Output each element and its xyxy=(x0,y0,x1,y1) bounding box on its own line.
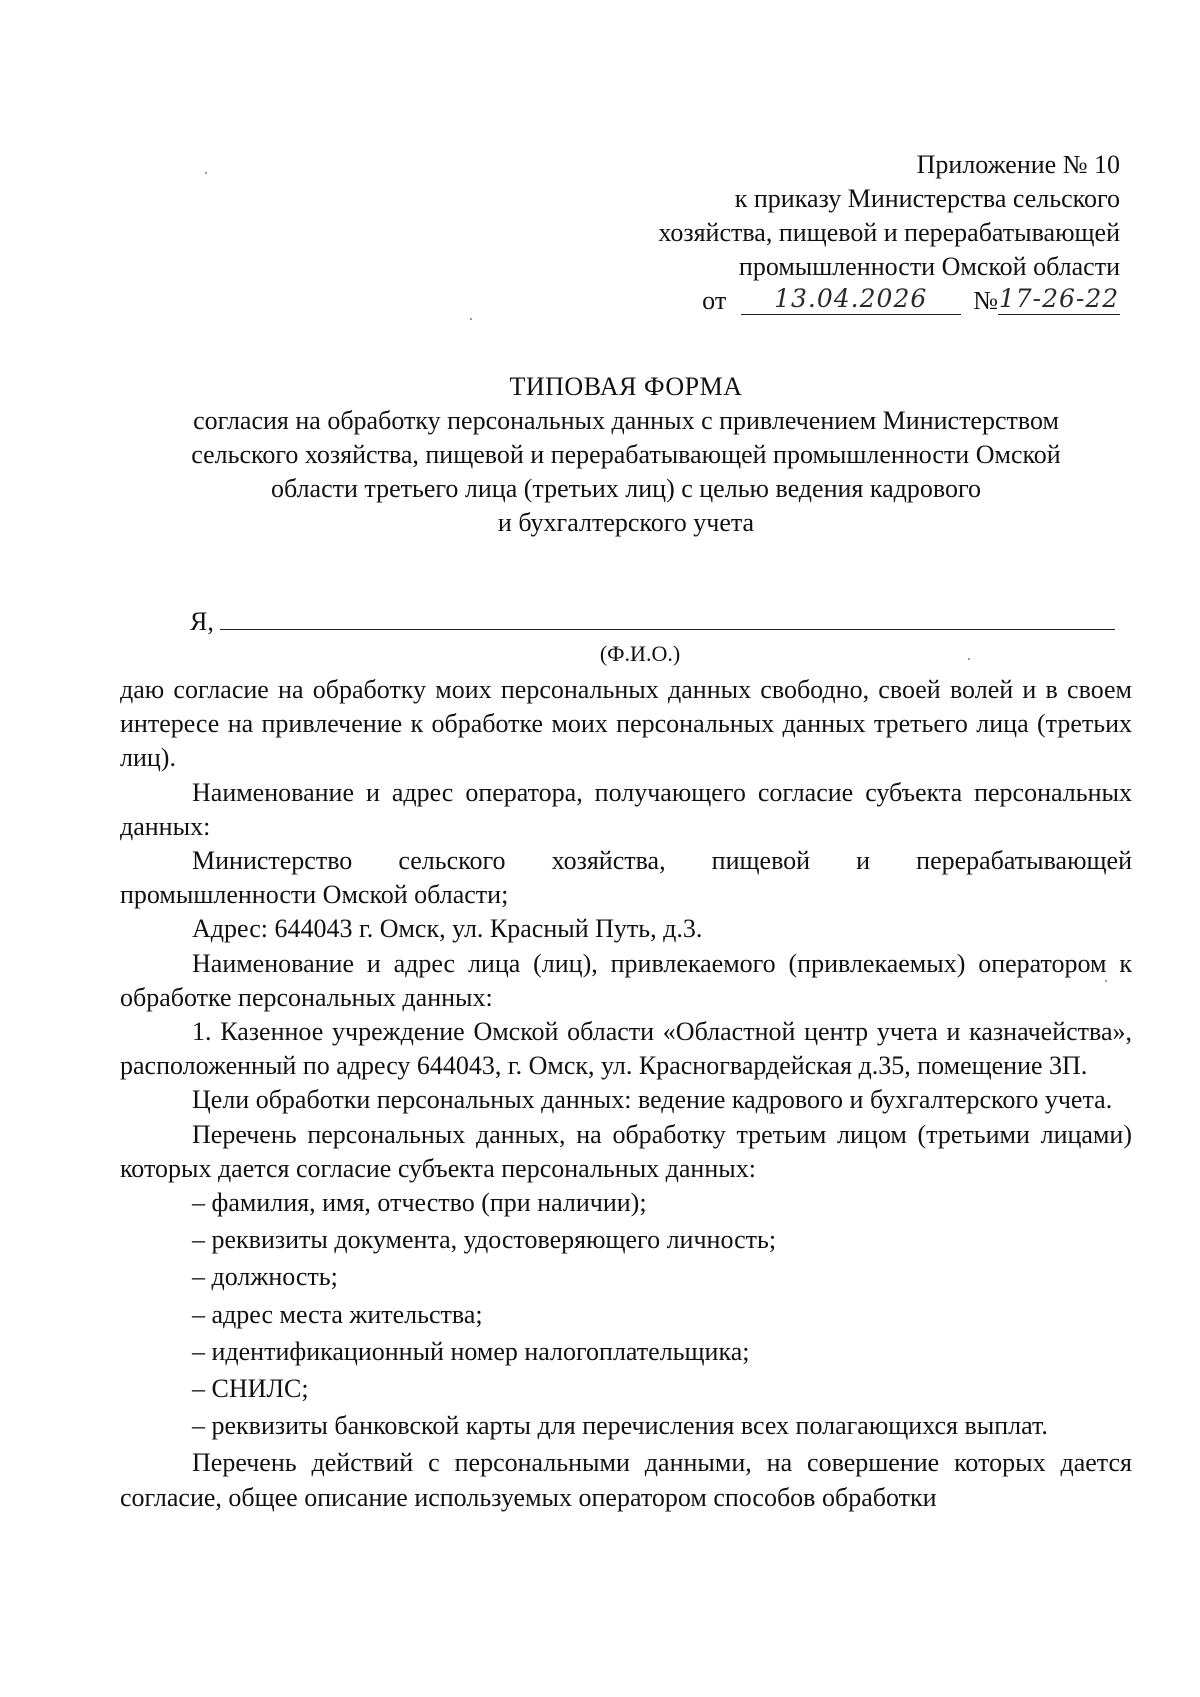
form-subtitle-line-3: области третьего лица (третьих лиц) с целью ведения кадрового xyxy=(271,474,981,503)
scan-speck xyxy=(470,318,472,320)
appendix-block xyxy=(560,148,1120,318)
name-caption: (Ф.И.О.) xyxy=(599,641,681,666)
form-title-main: ТИПОВАЯ ФОРМА xyxy=(509,372,743,401)
list-item: – адрес места жительства; xyxy=(192,1299,483,1329)
appendix-line-1: Приложение № 10 xyxy=(916,150,1120,179)
scan-speck xyxy=(205,172,207,174)
appendix-line-2: к приказу Министерства сельского xyxy=(734,184,1120,213)
appendix-line-4: промышленности Омской области xyxy=(738,252,1120,281)
paragraph-purpose: Цели обработки персональных данных: ведение кадрового и бухгалтерского учета. xyxy=(192,1085,1113,1115)
list-item: – реквизиты банковской карты для перечисления всех полагающихся выплат. xyxy=(192,1411,1048,1441)
paragraph-consent: даю согласие на обработку моих персональных данных свободно, своей волей и в своем интересе на привлечение к обработке моих персональных данных третьего лица (третьих лиц). xyxy=(120,675,1132,773)
paragraph-third-party-1: 1. Казенное учреждение Омской области «Областной центр учета и казначейства», расположенный по адресу 644043, г. Омск, ул. Красногвардейская д.35, помещение 3П. xyxy=(120,1017,1132,1081)
form-subtitle-line-4: и бухгалтерского учета xyxy=(497,508,755,537)
scan-speck xyxy=(1105,980,1107,982)
list-item: – должность; xyxy=(192,1262,338,1292)
paragraph-operator-heading: Наименование и адрес оператора, получающего согласие субъекта персональных данных: xyxy=(120,777,1132,841)
paragraph-third-party-heading: Наименование и адрес лица (лиц), привлекаемого (привлекаемых) оператором к обработке персональных данных: xyxy=(120,948,1132,1012)
name-fill-line[interactable] xyxy=(220,603,1115,630)
list-item: – СНИЛС; xyxy=(192,1374,309,1404)
scan-speck xyxy=(968,658,970,660)
name-row xyxy=(190,603,1132,639)
appendix-line-3: хозяйства, пищевой и перерабатывающей xyxy=(658,218,1120,247)
paragraph-operator-name: Министерство сельского хозяйства, пищевой и перерабатывающей промышленности Омской области; xyxy=(120,846,1132,910)
form-title xyxy=(120,370,1132,540)
personal-data-list xyxy=(120,1186,1132,1443)
number-prefix: № xyxy=(973,286,998,315)
list-item: – реквизиты документа, удостоверяющего личность; xyxy=(192,1225,777,1255)
list-item: – идентификационный номер налогоплательщика; xyxy=(192,1336,750,1366)
form-subtitle-line-1: согласия на обработку персональных данных с привлечением Министерством xyxy=(193,406,1059,435)
paragraph-actions-list: Перечень действий с персональными данными, на совершение которых дается согласие, общее описание используемых оператором способов обработки xyxy=(120,1448,1132,1512)
handwritten-number: 17-26-22 xyxy=(998,284,1120,313)
consent-body xyxy=(120,673,1132,1515)
date-prefix: от xyxy=(702,286,727,315)
form-subtitle-line-2: сельского хозяйства, пищевой и перерабатывающей промышленности Омской xyxy=(191,440,1061,469)
order-date-number-row xyxy=(560,284,1120,318)
paragraph-data-list-heading: Перечень персональных данных, на обработку третьим лицом (третьими лицами) которых дается согласие субъекта персональных данных: xyxy=(120,1119,1132,1183)
handwritten-date: 13.04.2026 xyxy=(741,284,961,315)
list-item: – фамилия, имя, отчество (при наличии); xyxy=(192,1188,647,1218)
paragraph-operator-address: Адрес: 644043 г. Омск, ул. Красный Путь, д.3. xyxy=(192,914,703,944)
name-prefix: Я, xyxy=(190,607,214,636)
